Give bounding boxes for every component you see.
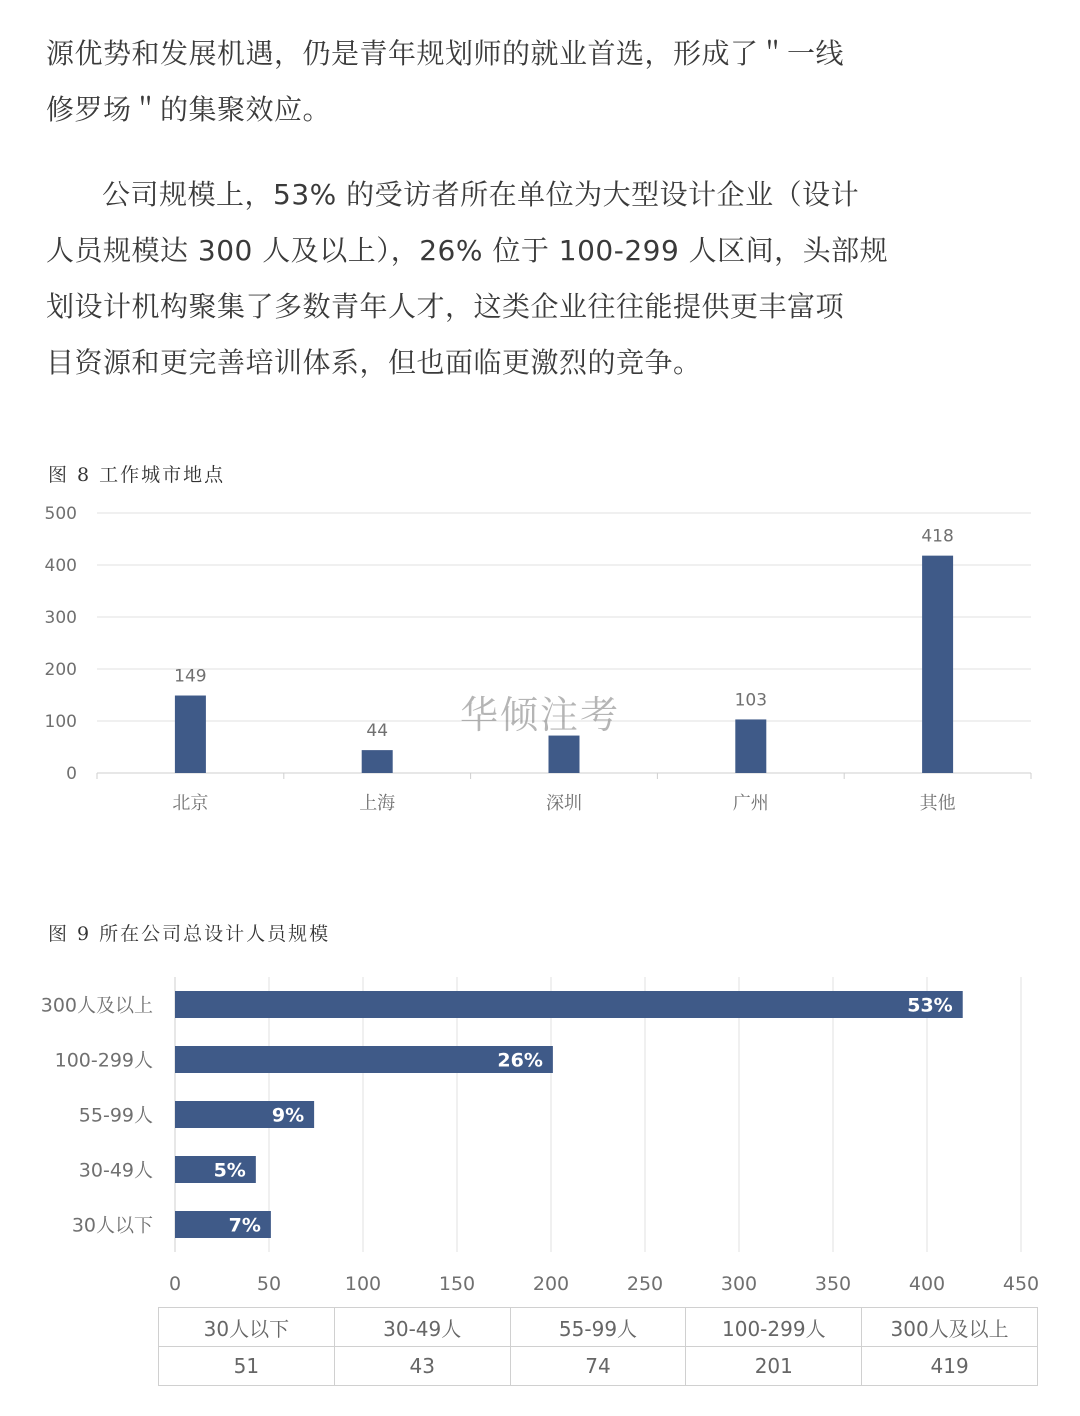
y-tick-label: 30-49人 <box>78 1159 153 1182</box>
data-label: 53% <box>907 994 953 1017</box>
data-label: 7% <box>228 1214 261 1237</box>
y-tick-label: 300人及以上 <box>40 994 153 1017</box>
paragraph-line: 人员规模达 300 人及以上），26% 位于 100-299 人区间，头部规 <box>46 234 889 267</box>
data-label: 44 <box>366 721 389 742</box>
table-header-cell: 30人以下 <box>159 1308 335 1347</box>
x-tick-label: 深圳 <box>546 793 582 814</box>
x-tick-label: 300 <box>720 1273 758 1295</box>
x-tick-label: 北京 <box>172 793 209 814</box>
paragraph-line: 源优势和发展机遇，仍是青年规划师的就业首选，形成了＂一线 <box>46 37 845 70</box>
paragraph-2 <box>46 167 896 391</box>
bar <box>549 736 580 773</box>
y-tick-label: 400 <box>44 556 77 576</box>
table-header-cell: 30-49人 <box>334 1308 510 1347</box>
bar <box>175 991 963 1018</box>
data-label: 5% <box>213 1159 246 1182</box>
paragraph-line: 目资源和更完善培训体系，但也面临更激烈的竞争。 <box>46 346 702 379</box>
x-tick-label: 0 <box>168 1273 182 1295</box>
x-tick-label: 250 <box>626 1273 664 1295</box>
x-tick-label: 200 <box>532 1273 570 1295</box>
table-cell: 43 <box>334 1347 510 1386</box>
figure-9-data-table <box>158 1307 1038 1386</box>
bar <box>175 1046 553 1073</box>
y-tick-label: 30人以下 <box>71 1214 153 1237</box>
bar <box>175 696 206 773</box>
x-tick-label: 400 <box>908 1273 946 1295</box>
table-header-cell: 100-299人 <box>686 1308 862 1347</box>
x-tick-label: 上海 <box>359 793 396 814</box>
bar <box>735 719 766 773</box>
x-tick-label: 广州 <box>732 793 769 814</box>
table-cell: 74 <box>510 1347 686 1386</box>
figure-9-title: 图 9 所在公司总设计人员规模 <box>48 923 331 945</box>
data-label: 418 <box>921 526 954 547</box>
data-label: 149 <box>174 666 207 687</box>
table-cell: 51 <box>159 1347 335 1386</box>
bar <box>922 556 953 773</box>
watermark: 华倾注考 <box>460 693 621 737</box>
paragraph-1 <box>46 26 896 138</box>
x-tick-label: 450 <box>1002 1273 1040 1295</box>
table-row <box>159 1347 1038 1386</box>
y-tick-label: 0 <box>66 764 77 784</box>
y-tick-label: 200 <box>44 660 77 680</box>
x-tick-label: 150 <box>438 1273 476 1295</box>
figure-8-bar-chart <box>0 495 1080 835</box>
y-tick-label: 100 <box>44 712 77 732</box>
y-tick-label: 500 <box>44 504 77 524</box>
table-cell: 201 <box>686 1347 862 1386</box>
x-tick-label: 50 <box>256 1273 282 1295</box>
data-label: 103 <box>734 690 768 711</box>
figure-8-title: 图 8 工作城市地点 <box>48 464 226 486</box>
figure-9-bar-chart <box>0 975 1080 1307</box>
paragraph-line: 修罗场＂的集聚效应。 <box>46 93 332 126</box>
data-label: 9% <box>271 1104 305 1127</box>
x-tick-label: 100 <box>344 1273 382 1295</box>
y-tick-label: 300 <box>44 608 77 628</box>
y-tick-label: 100-299人 <box>54 1049 153 1072</box>
table-header-row <box>159 1308 1038 1347</box>
paragraph-line: 公司规模上，53% 的受访者所在单位为大型设计企业（设计 <box>102 178 860 211</box>
data-label: 26% <box>497 1049 543 1072</box>
bar <box>362 750 393 773</box>
x-tick-label: 其他 <box>919 793 956 814</box>
paragraph-line: 划设计机构聚集了多数青年人才，这类企业往往能提供更丰富项 <box>46 290 845 323</box>
table-cell: 419 <box>862 1347 1038 1386</box>
table-header-cell: 300人及以上 <box>862 1308 1038 1347</box>
y-tick-label: 55-99人 <box>78 1104 153 1127</box>
x-tick-label: 350 <box>814 1273 852 1295</box>
table-header-cell: 55-99人 <box>510 1308 686 1347</box>
